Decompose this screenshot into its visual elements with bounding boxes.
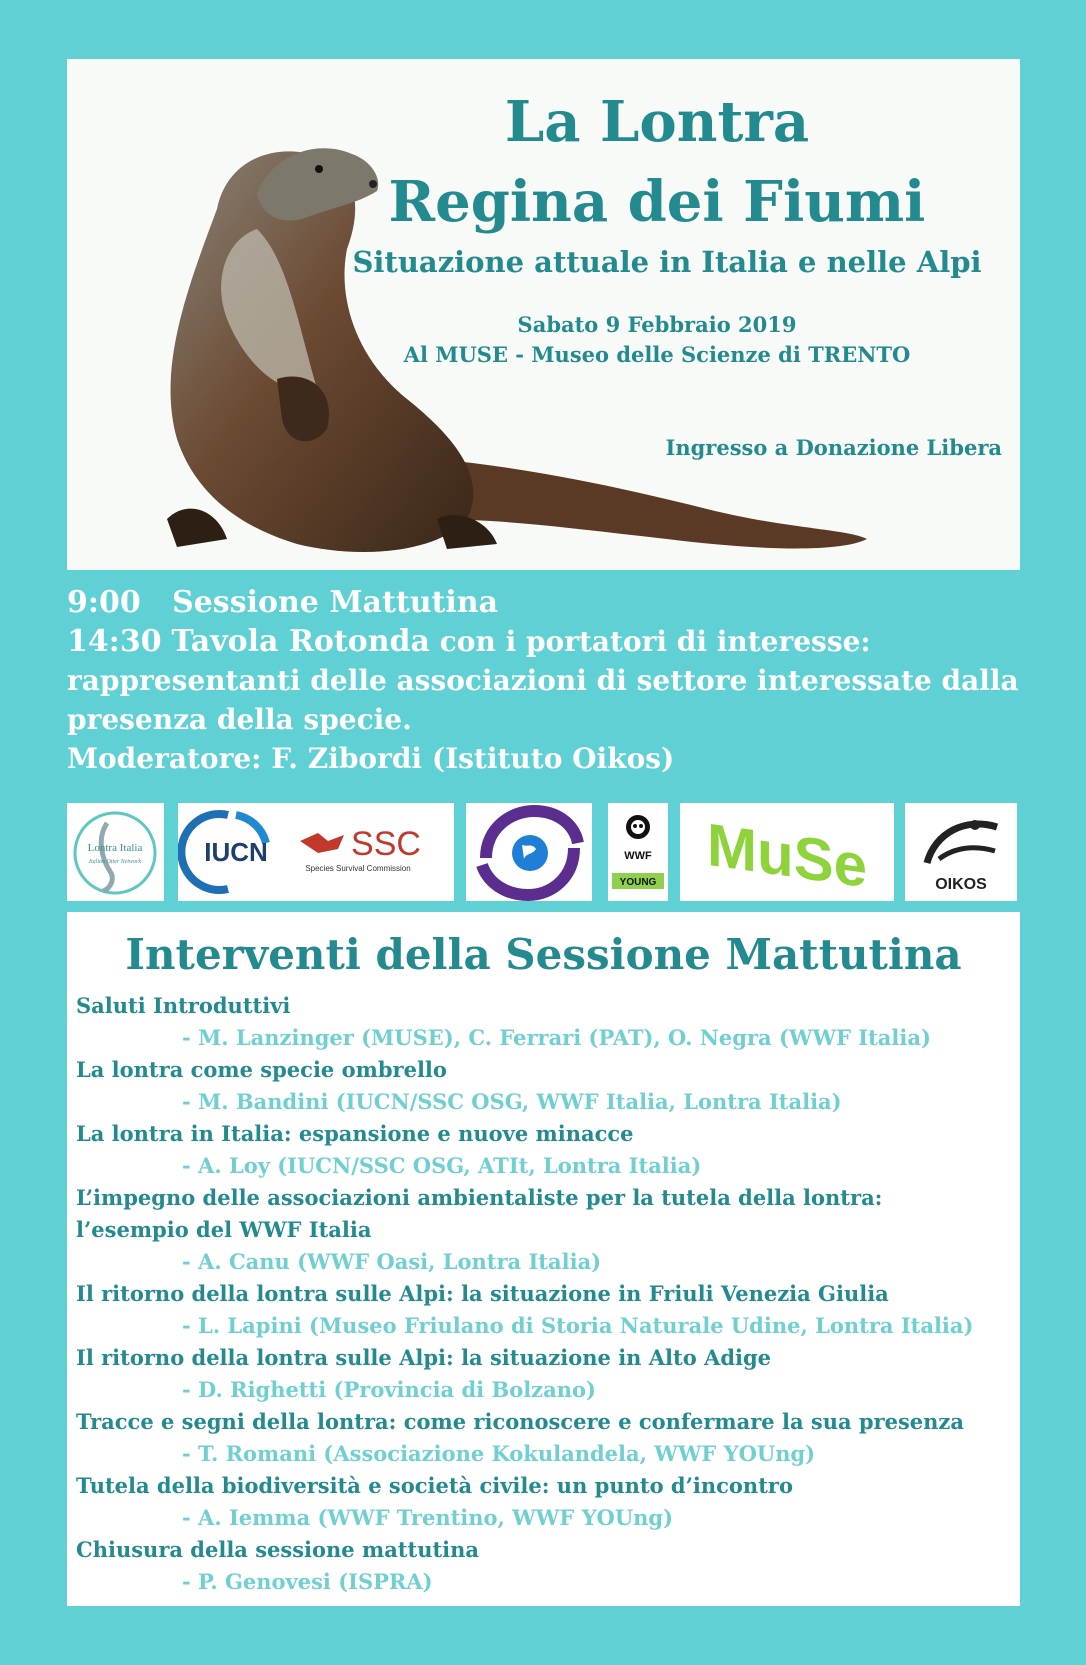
wwf-young-text: YOUNG	[619, 877, 657, 888]
talk-topic: Chiusura della sessione mattutina	[76, 1537, 480, 1562]
oikos-text: OIKOS	[935, 876, 987, 893]
talk-speaker: - L. Lapini (Museo Friulano di Storia Naturale Udine, Lontra Italia)	[182, 1313, 974, 1338]
talk-topic: Tracce e segni della lontra: come riconoscere e confermare la sua presenza	[76, 1409, 964, 1434]
talk-topic: L’impegno delle associazioni ambientaliste per la tutela della lontra:	[76, 1185, 883, 1210]
talk-speaker: - M. Lanzinger (MUSE), C. Ferrari (PAT), O. Negra (WWF Italia)	[182, 1025, 931, 1050]
talk-topic: Il ritorno della lontra sulle Alpi: la situazione in Friuli Venezia Giulia	[76, 1281, 889, 1306]
talk-speaker: - A. Loy (IUCN/SSC OSG, ATIt, Lontra Italia)	[182, 1153, 702, 1178]
afternoon-label: Tavola Rotonda	[171, 624, 430, 659]
afternoon-rest: con i portatori di interesse:	[439, 625, 871, 658]
title-line-1: La Lontra	[504, 89, 810, 155]
iucn-ssc-logo	[178, 803, 454, 901]
morning-time: 9:00	[67, 585, 141, 620]
iucn-text: IUCN	[204, 837, 268, 867]
wwf-young-emblem	[608, 803, 668, 901]
oikos-logo	[905, 803, 1017, 901]
wwf-text: WWF	[624, 850, 652, 862]
subtitle: Situazione attuale in Italia e nelle Alpi	[352, 245, 982, 279]
lontra-italia-logo	[67, 803, 164, 901]
hero-panel	[67, 59, 1020, 570]
muse-emblem	[680, 803, 894, 901]
talks-heading: Interventi della Sessione Mattutina	[125, 930, 962, 979]
oikos-emblem	[905, 803, 1017, 901]
talks-panel	[67, 912, 1020, 1606]
afternoon-time: 14:30	[67, 624, 162, 659]
title-line-2: Regina dei Fiumi	[388, 169, 926, 235]
talk-speaker: - M. Bandini (IUCN/SSC OSG, WWF Italia, Lontra Italia)	[182, 1089, 842, 1114]
talk-topic: La lontra come specie ombrello	[76, 1057, 447, 1082]
event-date: Sabato 9 Febbraio 2019	[517, 312, 797, 337]
lontra-italia-name: Lontra Italia	[87, 842, 143, 854]
morning-label: Sessione Mattutina	[172, 585, 499, 620]
schedule-line-3: rappresentanti delle associazioni di settore interessate dalla	[67, 664, 1019, 697]
talk-topic: Saluti Introduttivi	[76, 993, 291, 1018]
schedule-morning	[67, 583, 1027, 622]
talk-speaker: - T. Romani (Associazione Kokulandela, WWF YOUng)	[182, 1441, 816, 1466]
event-venue: Al MUSE - Museo delle Scienze di TRENTO	[403, 342, 911, 367]
hands-globe-logo	[466, 803, 592, 901]
lontra-italia-emblem	[67, 803, 164, 901]
talk-topic: La lontra in Italia: espansione e nuove minacce	[76, 1121, 634, 1146]
talk-speaker: - P. Genovesi (ISPRA)	[182, 1569, 433, 1594]
talk-topic-continued: l’esempio del WWF Italia	[76, 1217, 372, 1242]
moderator: Moderatore: F. Zibordi (Istituto Oikos)	[67, 742, 675, 775]
iucn-ssc-emblem	[178, 803, 454, 901]
schedule	[67, 583, 1027, 778]
talk-speaker: - A. Canu (WWF Oasi, Lontra Italia)	[182, 1249, 602, 1274]
entry-note: Ingresso a Donazione Libera	[665, 435, 1002, 460]
muse-logo	[680, 803, 894, 901]
ssc-subtitle: Species Survival Commission	[305, 864, 411, 873]
talk-list	[76, 990, 1016, 1598]
talk-speaker: - D. Righetti (Provincia di Bolzano)	[182, 1377, 596, 1402]
hands-globe-emblem	[466, 803, 592, 901]
talk-speaker: - A. Iemma (WWF Trentino, WWF YOUng)	[182, 1505, 674, 1530]
talk-topic: Il ritorno della lontra sulle Alpi: la situazione in Alto Adige	[76, 1345, 772, 1370]
schedule-afternoon	[67, 622, 1027, 661]
ssc-text: SSC	[351, 825, 421, 863]
muse-text: MuSe	[707, 810, 867, 901]
lontra-italia-tagline: Italian Otter Network	[89, 859, 141, 865]
talk-topic: Tutela della biodiversità e società civile: un punto d’incontro	[76, 1473, 793, 1498]
schedule-line-4: presenza della specie.	[67, 703, 412, 736]
wwf-young-logo	[608, 803, 668, 901]
